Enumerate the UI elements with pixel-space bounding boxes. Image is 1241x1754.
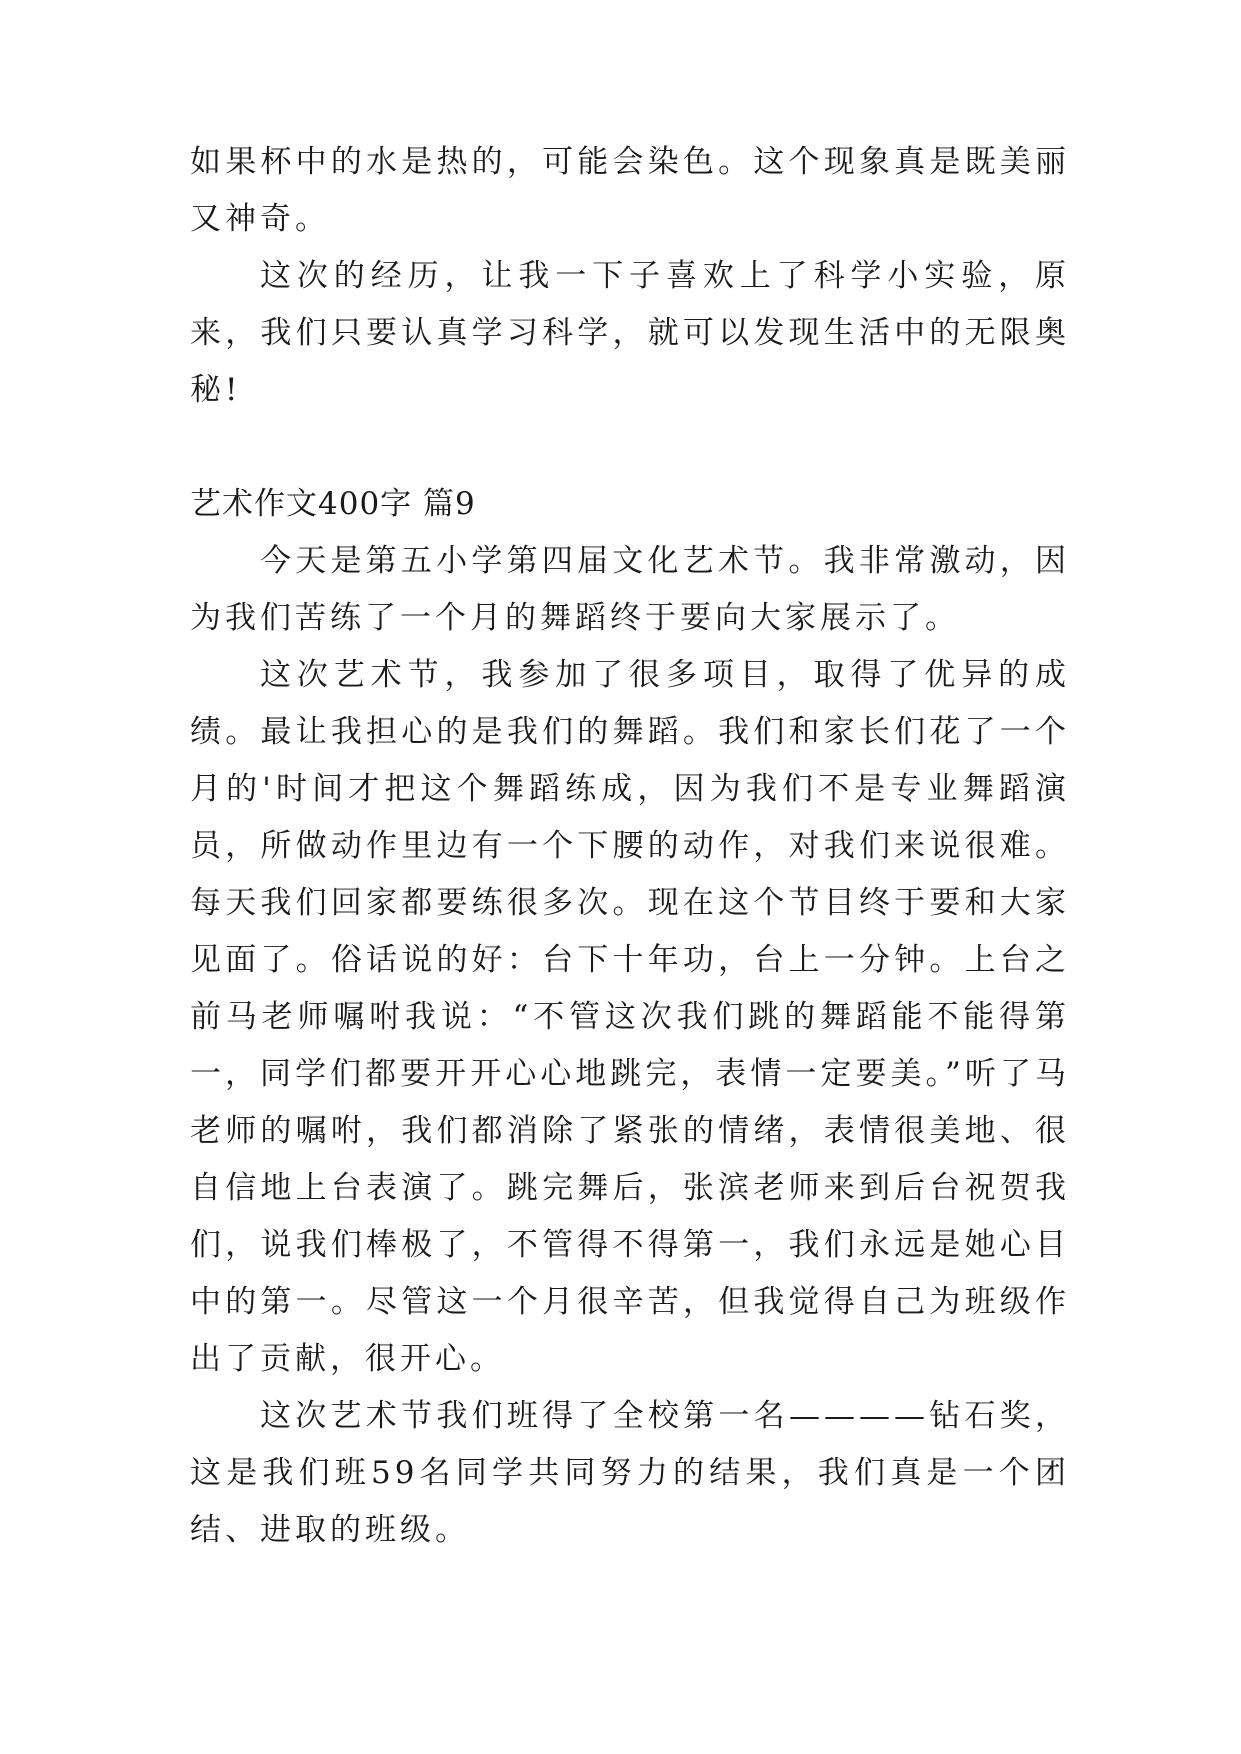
section-title: 艺术作文400字 篇9 (190, 486, 476, 522)
document-body (190, 134, 1070, 1559)
body-paragraph-3: 这次艺术节我们班得了全校第一名————钻石奖，这是我们班59名同学共同努力的结果，我们真是一个团结、进取的班级。 (190, 1398, 1070, 1548)
section-gap (190, 419, 1070, 476)
conclusion-paragraph: 这次的经历，让我一下子喜欢上了科学小实验，原来，我们只要认真学习科学，就可以发现生活中的无限奥秘! (190, 258, 1070, 408)
body-paragraph-1: 今天是第五小学第四届文化艺术节。我非常激动，因为我们苦练了一个月的舞蹈终于要向大家展示了。 (190, 543, 1070, 636)
continuation-paragraph: 如果杯中的水是热的，可能会染色。这个现象真是既美丽又神奇。 (190, 144, 1070, 237)
body-paragraph-2: 这次艺术节，我参加了很多项目，取得了优异的成绩。最让我担心的是我们的舞蹈。我们和家长们花了一个月的'时间才把这个舞蹈练成，因为我们不是专业舞蹈演员，所做动作里边有一个下腰的动作，对我们来说很难。每天我们回家都要练很多次。现在这个节目终于要和大家见面了。俗话说的好：台下十年功，台上一分钟。上台之前马老师嘱咐我说：“不管这次我们跳的舞蹈能不能得第一，同学们都要开开心心地跳完，表情一定要美。”听了马老师的嘱咐，我们都消除了紧张的情绪，表情很美地、很自信地上台表演了。跳完舞后，张滨老师来到后台祝贺我们，说我们棒极了，不管得不得第一，我们永远是她心目中的第一。尽管这一个月很辛苦，但我觉得自己为班级作出了贡献，很开心。 (190, 657, 1070, 1377)
